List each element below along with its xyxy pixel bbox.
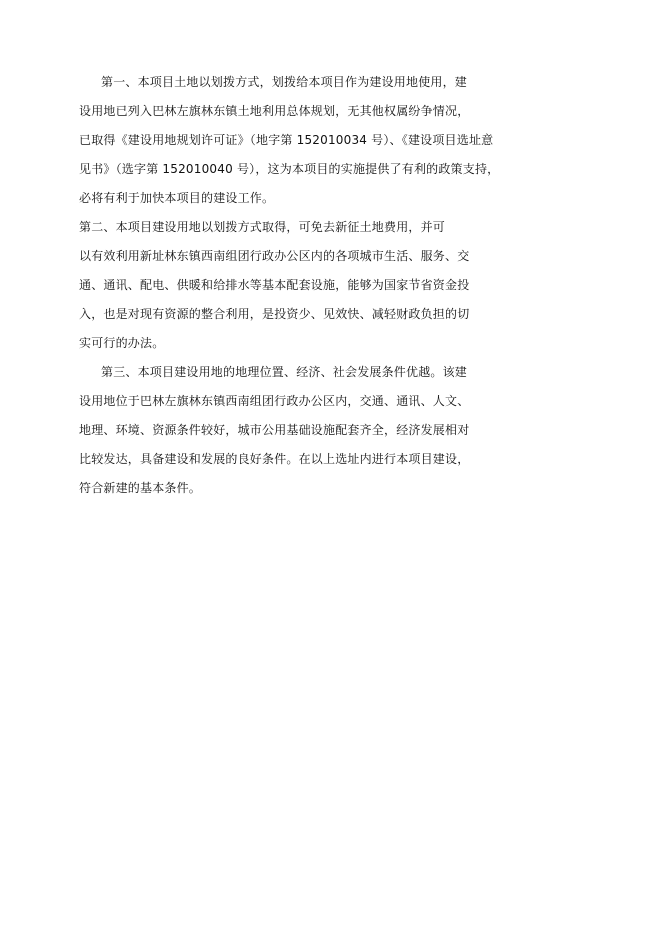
text-line: 通、通讯、配电、供暖和给排水等基本配套设施，能够为国家节省资金投 bbox=[79, 278, 470, 292]
text-line: 入，也是对现有资源的整合利用，是投资少、见效快、减轻财政负担的切 bbox=[79, 307, 470, 321]
text-line: 以有效利用新址林东镇西南组团行政办公区内的各项城市生活、服务、交 bbox=[79, 249, 470, 263]
text-line: 实可行的办法。 bbox=[79, 336, 165, 350]
text-line: 设用地位于巴林左旗林东镇西南组团行政办公区内，交通、通讯、人文、 bbox=[79, 394, 470, 408]
text-line: 已取得《建设用地规划许可证》（地字第 152010034 号）、《建设项目选址意 bbox=[79, 133, 494, 147]
text-line: 设用地已列入巴林左旗林东镇土地利用总体规划，无其他权属纷争情况， bbox=[79, 104, 470, 118]
text-line: 第三、本项目建设用地的地理位置、经济、社会发展条件优越。该建 bbox=[101, 365, 468, 379]
text-line: 符合新建的基本条件。 bbox=[79, 481, 202, 495]
text-line: 地理、环境、资源条件较好，城市公用基础设施配套齐全，经济发展相对 bbox=[79, 423, 470, 437]
text-line: 第二、本项目建设用地以划拨方式取得，可免去新征土地费用，并可 bbox=[79, 220, 446, 234]
text-line: 见书》（选字第 152010040 号），这为本项目的实施提供了有利的政策支持， bbox=[79, 162, 500, 176]
text-line: 必将有利于加快本项目的建设工作。 bbox=[79, 191, 275, 205]
text-line: 第一、本项目土地以划拨方式，划拨给本项目作为建设用地使用，建 bbox=[101, 75, 468, 89]
text-line: 比较发达，具备建设和发展的良好条件。在以上选址内进行本项目建设， bbox=[79, 452, 470, 466]
